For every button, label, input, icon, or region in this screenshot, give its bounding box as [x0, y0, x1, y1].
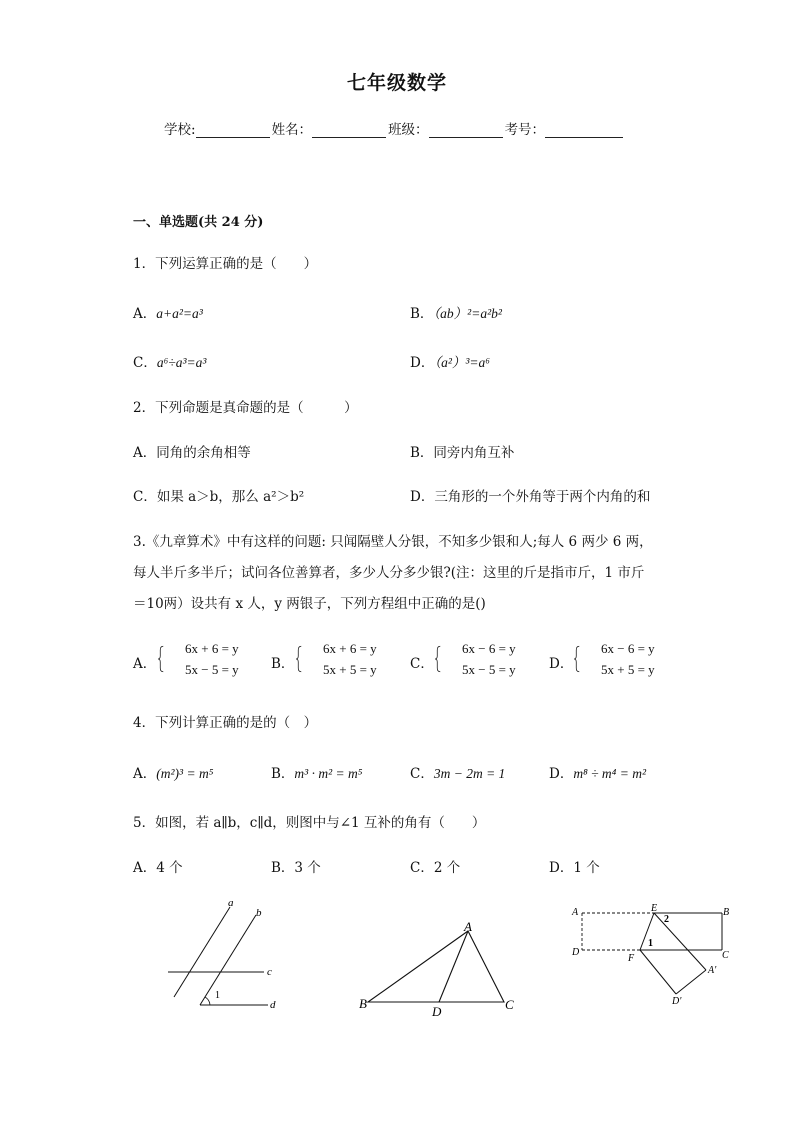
q5-option-a: A．4 个: [133, 860, 183, 876]
q5-option-d: D．1 个: [549, 860, 600, 876]
q3-option-c-system: [462, 638, 516, 680]
class-blank: [429, 123, 503, 138]
label-angle-1: 1: [648, 938, 653, 949]
q4-option-b: [271, 762, 362, 782]
label-angle-1: 1: [215, 990, 220, 1001]
q5-option-b: B．3 个: [271, 860, 321, 876]
class-label: 班级：: [388, 122, 429, 138]
label-D-prime: D': [672, 996, 682, 1007]
q1-option-b-label: B．: [410, 306, 434, 322]
q5-option-c: C．2 个: [410, 860, 461, 876]
label-a: a: [228, 897, 234, 909]
q1-option-c-expr: a⁶÷a³=a³: [156, 355, 207, 370]
section-heading: 一、单选题(共 24 分): [133, 215, 264, 230]
q1-option-d-expr: （a²）³=a⁶: [434, 355, 490, 370]
q3-option-c-eq1: 6x − 6 = y: [462, 641, 516, 656]
q2-option-d: D．三角形的一个外角等于两个内角的和: [410, 489, 651, 505]
q3-option-b-label: B．: [271, 656, 295, 672]
triangle-figure: [355, 915, 525, 1020]
q3-option-a-system: [185, 638, 239, 680]
q4-option-c-expr: 3m − 2m = 1: [433, 766, 506, 781]
parallel-lines-figure: [160, 895, 285, 1015]
q3-option-d-eq1: 6x − 6 = y: [601, 641, 655, 656]
q3-option-d-label: D．: [549, 656, 574, 672]
q3-option-d-system: [601, 638, 655, 680]
q4-option-a-label: A．: [133, 766, 157, 782]
triangle-abc: [368, 931, 504, 1002]
exam-number-blank: [545, 123, 623, 138]
q1-option-a-label: A．: [133, 306, 157, 322]
school-label: 学校:: [164, 122, 196, 138]
q1-option-a: [133, 302, 203, 322]
q4-option-d-label: D．: [549, 766, 574, 782]
label-A: A: [572, 907, 579, 918]
q2-option-a: A．同角的余角相等: [133, 445, 251, 461]
q3-option-b-system: [323, 638, 377, 680]
left-brace-icon: [574, 644, 580, 674]
label-A-prime: A': [708, 965, 717, 976]
q3-option-b-eq1: 6x + 6 = y: [323, 641, 377, 656]
q4-stem: 4．下列计算正确的是的（ ）: [133, 715, 318, 731]
label-A: A: [464, 919, 472, 934]
label-D: D: [432, 1004, 442, 1019]
q3-line-2: 每人半斤多半斤；试问各位善算者，多少人分多少银?(注：这里的斤是指市斤，1 市斤: [133, 565, 645, 581]
q3-line-1: 3.《九章算术》中有这样的问题: 只闻隔壁人分银，不知多少银和人;每人 6 两少 6 两，: [133, 534, 653, 550]
q4-option-d: [549, 762, 646, 782]
q1-stem: 1．下列运算正确的是（ ）: [133, 256, 318, 272]
q2-option-c: C．如果 a＞b，那么 a²＞b²: [133, 489, 305, 505]
q4-option-b-label: B．: [271, 766, 295, 782]
fold-a2d2: [676, 970, 706, 994]
q3-option-c-label: C．: [410, 656, 434, 672]
left-brace-icon: [158, 644, 164, 674]
label-B: B: [723, 907, 730, 918]
q2-stem: 2．下列命题是真命题的是（ ）: [133, 400, 358, 416]
folded-rectangle-figure: [568, 900, 738, 1010]
q3-option-a-eq2: 5x − 5 = y: [185, 662, 239, 677]
student-info-line: [164, 118, 625, 138]
fold-ea2: [654, 913, 706, 970]
fold-fd2: [640, 950, 676, 994]
label-d: d: [270, 999, 276, 1011]
exam-number-label: 考号：: [504, 122, 546, 138]
line-b: [200, 915, 256, 1005]
label-B: B: [359, 996, 367, 1011]
q2-option-b: B．同旁内角互补: [410, 445, 515, 461]
q1-option-d-label: D．: [410, 355, 435, 371]
label-C: C: [722, 950, 729, 961]
name-label: 姓名：: [271, 122, 313, 138]
name-blank: [312, 123, 386, 138]
q4-option-c-label: C．: [410, 766, 434, 782]
label-b: b: [256, 907, 262, 919]
q3-line-3: ＝10两）设共有 x 人，y 两银子，下列方程组中正确的是(): [133, 596, 486, 612]
label-D: D: [572, 947, 580, 958]
left-brace-icon: [435, 644, 441, 674]
q1-option-c-label: C．: [133, 355, 157, 371]
label-E: E: [651, 903, 658, 914]
label-C: C: [505, 997, 514, 1012]
q1-option-b-expr: （ab）²=a²b²: [433, 306, 502, 321]
q3-option-d-eq2: 5x + 5 = y: [601, 662, 655, 677]
q4-option-b-expr: m³ · m² = m⁵: [294, 766, 363, 781]
q1-option-d: [410, 351, 490, 371]
q3-option-a-label: A．: [133, 656, 157, 672]
q4-option-a: [133, 762, 213, 782]
page-title: 七年级数学: [346, 72, 447, 94]
angle-1-arc: [205, 997, 210, 1005]
label-F: F: [628, 953, 635, 964]
q3-option-c-eq2: 5x − 5 = y: [462, 662, 516, 677]
q4-option-d-expr: m⁸ ÷ m⁴ = m²: [573, 766, 647, 781]
left-brace-icon: [296, 644, 302, 674]
q3-option-b-eq2: 5x + 5 = y: [323, 662, 377, 677]
q1-option-c: [133, 351, 206, 371]
label-c: c: [267, 966, 272, 978]
q1-option-b: [410, 302, 502, 322]
q3-option-a-eq1: 6x + 6 = y: [185, 641, 239, 656]
line-a: [174, 907, 230, 997]
label-angle-2: 2: [664, 914, 669, 925]
q4-option-c: [410, 762, 505, 782]
q4-option-a-expr: (m²)³ = m⁵: [156, 766, 214, 781]
q1-option-a-expr: a+a²=a³: [156, 306, 203, 321]
q5-stem: 5．如图，若 a∥b，c∥d，则图中与∠1 互补的角有（ ）: [133, 815, 486, 831]
school-blank: [196, 123, 270, 138]
